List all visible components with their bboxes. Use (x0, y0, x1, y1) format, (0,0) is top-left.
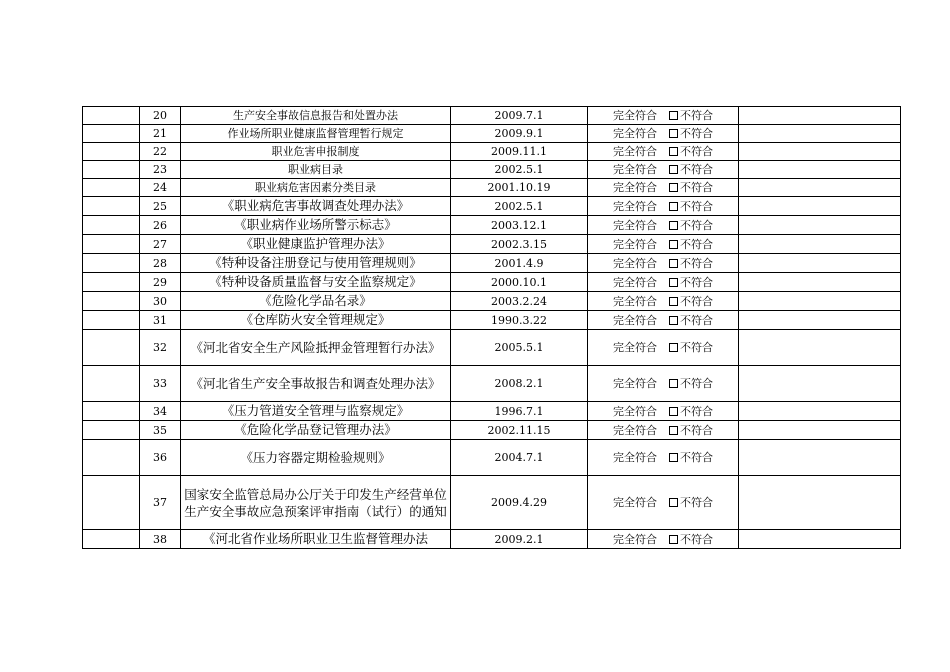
nonconform-option-label: 不符合 (680, 423, 713, 437)
effective-date: 2009.9.1 (451, 125, 588, 143)
nonconform-option[interactable] (669, 200, 713, 213)
checkbox-icon[interactable] (669, 297, 678, 306)
category-cell (83, 179, 140, 197)
checkbox-icon[interactable] (669, 259, 678, 268)
remarks-cell (739, 440, 901, 476)
checkbox-icon[interactable] (669, 183, 678, 192)
nonconform-option[interactable] (669, 181, 713, 194)
row-number: 37 (140, 476, 181, 530)
nonconform-option-label: 不符合 (680, 181, 713, 194)
compliance-status (588, 179, 739, 197)
compliance-options (613, 276, 713, 289)
compliance-status (588, 143, 739, 161)
conform-option-label: 完全符合 (613, 163, 657, 176)
table-row (83, 254, 901, 273)
row-number: 22 (140, 143, 181, 161)
nonconform-option-label: 不符合 (680, 451, 713, 464)
conform-option-label: 完全符合 (613, 127, 657, 140)
nonconform-option[interactable] (669, 314, 713, 327)
effective-date: 1990.3.22 (451, 311, 588, 330)
effective-date: 2003.12.1 (451, 216, 588, 235)
nonconform-option[interactable] (669, 127, 713, 140)
nonconform-option-label: 不符合 (680, 404, 713, 418)
effective-date: 2000.10.1 (451, 273, 588, 292)
nonconform-option-label: 不符合 (680, 218, 713, 232)
effective-date: 2009.2.1 (451, 530, 588, 549)
row-number: 35 (140, 421, 181, 440)
conform-option-label: 完全符合 (613, 377, 657, 390)
checkbox-icon[interactable] (669, 407, 678, 416)
nonconform-option[interactable] (669, 276, 713, 289)
remarks-cell (739, 107, 901, 125)
row-number: 34 (140, 402, 181, 421)
regulation-name: 《职业病作业场所警示标志》 (181, 216, 451, 235)
row-number: 31 (140, 311, 181, 330)
row-number: 30 (140, 292, 181, 311)
compliance-status (588, 311, 739, 330)
nonconform-option-label: 不符合 (680, 532, 713, 546)
category-cell (83, 292, 140, 311)
checkbox-icon[interactable] (669, 165, 678, 174)
compliance-options (613, 533, 713, 546)
compliance-status (588, 530, 739, 549)
checkbox-icon[interactable] (669, 343, 678, 352)
table-row (83, 107, 901, 125)
remarks-cell (739, 179, 901, 197)
nonconform-option[interactable] (669, 496, 713, 509)
conform-option-label: 完全符合 (613, 145, 657, 158)
nonconform-option[interactable] (669, 257, 713, 270)
compliance-status (588, 366, 739, 402)
compliance-options (613, 200, 713, 213)
table-row (83, 143, 901, 161)
nonconform-option-label: 不符合 (680, 294, 713, 308)
nonconform-option[interactable] (669, 405, 713, 418)
effective-date: 2005.5.1 (451, 330, 588, 366)
effective-date: 2008.2.1 (451, 366, 588, 402)
category-cell (83, 107, 140, 125)
remarks-cell (739, 254, 901, 273)
compliance-options (613, 377, 713, 390)
table-row (83, 366, 901, 402)
conform-option-label: 完全符合 (613, 313, 657, 327)
conform-option-label: 完全符合 (613, 256, 657, 270)
category-cell (83, 311, 140, 330)
category-cell (83, 216, 140, 235)
row-number: 20 (140, 107, 181, 125)
category-cell (83, 161, 140, 179)
row-number: 24 (140, 179, 181, 197)
table-row (83, 273, 901, 292)
conform-option-label: 完全符合 (613, 496, 657, 509)
nonconform-option-label: 不符合 (680, 313, 713, 327)
nonconform-option[interactable] (669, 533, 713, 546)
effective-date: 2009.11.1 (451, 143, 588, 161)
effective-date: 2002.3.15 (451, 235, 588, 254)
compliance-status (588, 125, 739, 143)
regulation-name: 《危险化学品名录》 (181, 292, 451, 311)
nonconform-option-label: 不符合 (680, 341, 713, 354)
table-body (83, 107, 901, 549)
compliance-status (588, 421, 739, 440)
conform-option-label: 完全符合 (613, 199, 657, 213)
nonconform-option-label: 不符合 (680, 496, 713, 509)
remarks-cell (739, 530, 901, 549)
compliance-options (613, 109, 713, 122)
regulation-name: 《河北省安全生产风险抵押金管理暂行办法》 (181, 330, 451, 366)
compliance-options (613, 145, 713, 158)
checkbox-icon[interactable] (669, 221, 678, 230)
compliance-options (613, 314, 713, 327)
table-row (83, 440, 901, 476)
nonconform-option-label: 不符合 (680, 145, 713, 158)
compliance-options (613, 257, 713, 270)
nonconform-option[interactable] (669, 238, 713, 251)
category-cell (83, 235, 140, 254)
effective-date: 2002.5.1 (451, 197, 588, 216)
checkbox-icon[interactable] (669, 535, 678, 544)
conform-option-label: 完全符合 (613, 294, 657, 308)
remarks-cell (739, 366, 901, 402)
effective-date: 1996.7.1 (451, 402, 588, 421)
effective-date: 2004.7.1 (451, 440, 588, 476)
category-cell (83, 421, 140, 440)
compliance-options (613, 451, 713, 464)
category-cell (83, 402, 140, 421)
nonconform-option-label: 不符合 (680, 377, 713, 390)
regulation-name: 《危险化学品登记管理办法》 (181, 421, 451, 440)
compliance-options (613, 341, 713, 354)
compliance-options (613, 295, 713, 308)
nonconform-option[interactable] (669, 219, 713, 232)
checkbox-icon[interactable] (669, 498, 678, 507)
regulation-name: 《压力容器定期检验规则》 (181, 440, 451, 476)
table-row (83, 216, 901, 235)
conform-option-label: 完全符合 (613, 275, 657, 289)
compliance-status (588, 440, 739, 476)
category-cell (83, 197, 140, 216)
nonconform-option[interactable] (669, 109, 713, 122)
conform-option-label: 完全符合 (613, 218, 657, 232)
compliance-status (588, 330, 739, 366)
effective-date: 2001.10.19 (451, 179, 588, 197)
nonconform-option[interactable] (669, 424, 713, 437)
remarks-cell (739, 197, 901, 216)
compliance-options (613, 181, 713, 194)
compliance-options (613, 496, 713, 509)
effective-date: 2002.5.1 (451, 161, 588, 179)
checkbox-icon[interactable] (669, 316, 678, 325)
row-number: 23 (140, 161, 181, 179)
category-cell (83, 476, 140, 530)
compliance-options (613, 424, 713, 437)
nonconform-option[interactable] (669, 377, 713, 390)
effective-date: 2003.2.24 (451, 292, 588, 311)
regulation-name: 职业危害申报制度 (181, 143, 451, 161)
regulation-name: 《特种设备质量监督与安全监察规定》 (181, 273, 451, 292)
effective-date: 2009.7.1 (451, 107, 588, 125)
table-row (83, 125, 901, 143)
row-number: 25 (140, 197, 181, 216)
compliance-status (588, 107, 739, 125)
conform-option-label: 完全符合 (613, 109, 657, 122)
remarks-cell (739, 311, 901, 330)
nonconform-option-label: 不符合 (680, 237, 713, 251)
nonconform-option-label: 不符合 (680, 109, 713, 122)
compliance-status (588, 161, 739, 179)
effective-date: 2009.4.29 (451, 476, 588, 530)
row-number: 27 (140, 235, 181, 254)
table-row (83, 235, 901, 254)
checkbox-icon[interactable] (669, 278, 678, 287)
conform-option-label: 完全符合 (613, 404, 657, 418)
regulation-name: 《河北省生产安全事故报告和调查处理办法》 (181, 366, 451, 402)
compliance-options (613, 163, 713, 176)
compliance-status (588, 402, 739, 421)
remarks-cell (739, 161, 901, 179)
table-row (83, 197, 901, 216)
table-row (83, 311, 901, 330)
checkbox-icon[interactable] (669, 129, 678, 138)
checkbox-icon[interactable] (669, 379, 678, 388)
conform-option-label: 完全符合 (613, 451, 657, 464)
remarks-cell (739, 292, 901, 311)
table-row (83, 292, 901, 311)
regulation-name: 《职业健康监护管理办法》 (181, 235, 451, 254)
row-number: 36 (140, 440, 181, 476)
row-number: 28 (140, 254, 181, 273)
remarks-cell (739, 216, 901, 235)
regulation-name: 生产安全事故信息报告和处置办法 (181, 107, 451, 125)
remarks-cell (739, 273, 901, 292)
row-number: 33 (140, 366, 181, 402)
nonconform-option-label: 不符合 (680, 199, 713, 213)
nonconform-option-label: 不符合 (680, 275, 713, 289)
row-number: 26 (140, 216, 181, 235)
remarks-cell (739, 421, 901, 440)
nonconform-option-label: 不符合 (680, 127, 713, 140)
effective-date: 2002.11.15 (451, 421, 588, 440)
conform-option-label: 完全符合 (613, 532, 657, 546)
table-row (83, 179, 901, 197)
remarks-cell (739, 143, 901, 161)
conform-option-label: 完全符合 (613, 237, 657, 251)
table-row (83, 421, 901, 440)
category-cell (83, 254, 140, 273)
nonconform-option[interactable] (669, 163, 713, 176)
table-row (83, 530, 901, 549)
table-row (83, 330, 901, 366)
regulation-name: 国家安全监管总局办公厅关于印发生产经营单位生产安全事故应急预案评审指南（试行）的通知 (181, 476, 451, 530)
compliance-status (588, 216, 739, 235)
remarks-cell (739, 125, 901, 143)
row-number: 29 (140, 273, 181, 292)
category-cell (83, 530, 140, 549)
checkbox-icon[interactable] (669, 202, 678, 211)
nonconform-option[interactable] (669, 451, 713, 464)
regulation-name: 《仓库防火安全管理规定》 (181, 311, 451, 330)
compliance-options (613, 238, 713, 251)
effective-date: 2001.4.9 (451, 254, 588, 273)
regulation-compliance-table (82, 106, 901, 549)
regulation-name: 作业场所职业健康监督管理暂行规定 (181, 125, 451, 143)
checkbox-icon[interactable] (669, 240, 678, 249)
checkbox-icon[interactable] (669, 426, 678, 435)
row-number: 21 (140, 125, 181, 143)
remarks-cell (739, 476, 901, 530)
conform-option-label: 完全符合 (613, 181, 657, 194)
category-cell (83, 273, 140, 292)
conform-option-label: 完全符合 (613, 423, 657, 437)
checkbox-icon[interactable] (669, 111, 678, 120)
remarks-cell (739, 235, 901, 254)
checkbox-icon[interactable] (669, 147, 678, 156)
category-cell (83, 440, 140, 476)
category-cell (83, 366, 140, 402)
regulation-name: 职业病目录 (181, 161, 451, 179)
regulation-name: 《特种设备注册登记与使用管理规则》 (181, 254, 451, 273)
nonconform-option[interactable] (669, 341, 713, 354)
compliance-status (588, 197, 739, 216)
checkbox-icon[interactable] (669, 453, 678, 462)
row-number: 32 (140, 330, 181, 366)
compliance-options (613, 405, 713, 418)
table-row (83, 476, 901, 530)
regulation-name: 《职业病危害事故调查处理办法》 (181, 197, 451, 216)
compliance-status (588, 254, 739, 273)
table-row (83, 402, 901, 421)
compliance-status (588, 476, 739, 530)
category-cell (83, 125, 140, 143)
remarks-cell (739, 330, 901, 366)
nonconform-option-label: 不符合 (680, 256, 713, 270)
table-row (83, 161, 901, 179)
category-cell (83, 143, 140, 161)
regulation-name: 《河北省作业场所职业卫生监督管理办法 (181, 530, 451, 549)
compliance-options (613, 127, 713, 140)
nonconform-option[interactable] (669, 145, 713, 158)
compliance-status (588, 235, 739, 254)
regulation-name: 《压力管道安全管理与监察规定》 (181, 402, 451, 421)
conform-option-label: 完全符合 (613, 341, 657, 354)
nonconform-option-label: 不符合 (680, 163, 713, 176)
category-cell (83, 330, 140, 366)
row-number: 38 (140, 530, 181, 549)
compliance-status (588, 292, 739, 311)
remarks-cell (739, 402, 901, 421)
compliance-status (588, 273, 739, 292)
nonconform-option[interactable] (669, 295, 713, 308)
compliance-options (613, 219, 713, 232)
regulation-name: 职业病危害因素分类目录 (181, 179, 451, 197)
